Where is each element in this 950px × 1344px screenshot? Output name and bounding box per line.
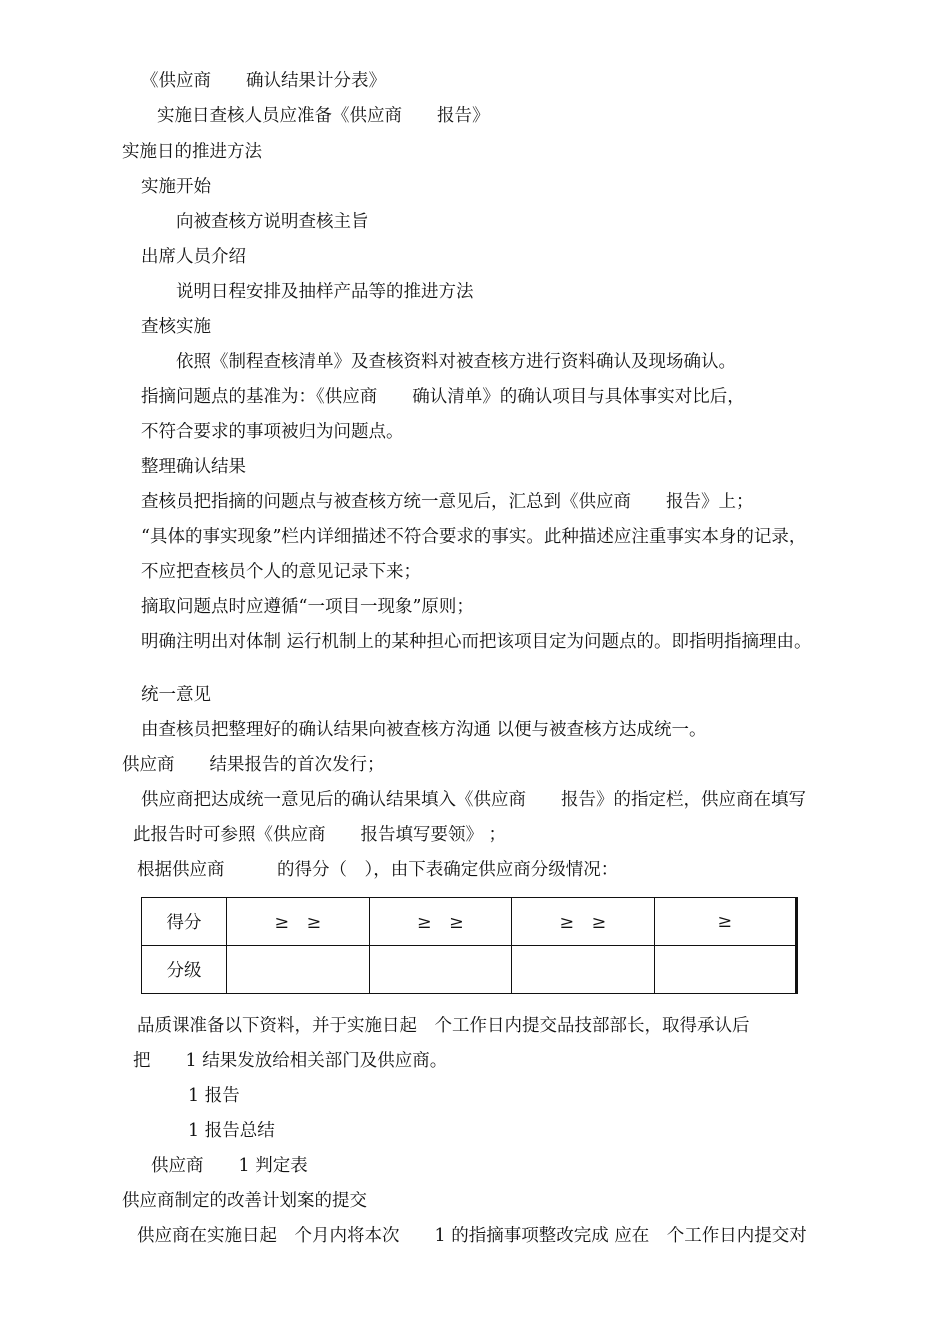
text-line: 向被查核方说明查核主旨 <box>176 212 369 232</box>
score-cell: ≥ ≥ <box>227 898 370 946</box>
text-line: 根据供应商 的得分（ ），由下表确定供应商分级情况： <box>137 860 619 880</box>
text-line: 《供应商 确认结果计分表》 <box>141 71 386 91</box>
text-line: 不符合要求的事项被归为问题点。 <box>141 422 404 442</box>
text-line: 指摘问题点的基准为：《供应商 确认清单》的确认项目与具体事实对比后， <box>141 387 745 407</box>
list-item: 1 报告总结 <box>188 1121 275 1141</box>
subsection-heading: 查核实施 <box>141 317 211 337</box>
subsection-heading: 实施开始 <box>141 177 211 197</box>
section-heading: 供应商制定的改善计划案的提交 <box>122 1191 367 1211</box>
text-line: 说明日程安排及抽样产品等的推进方法 <box>176 282 474 302</box>
text-line: 查核员把指摘的问题点与被查核方统一意见后，汇总到《供应商 报告》上； <box>141 492 754 512</box>
text-line: “具体的事实现象”栏内详细描述不符合要求的事实。此种描述应注重事实本身的记录， <box>141 527 807 547</box>
section-heading: 供应商 结果报告的首次发行； <box>122 755 385 775</box>
text-line: 摘取问题点时应遵循“一项目一现象”原则； <box>141 597 474 617</box>
text-line: 实施日查核人员应准备《供应商 报告》 <box>157 106 490 126</box>
text-line: 供应商把达成统一意见后的确认结果填入《供应商 报告》的指定栏，供应商在填写 <box>141 790 806 810</box>
grade-cell <box>227 946 370 994</box>
text-line: 由查核员把整理好的确认结果向被查核方沟通 以便与被查核方达成统一。 <box>141 720 707 740</box>
score-cell: ≥ ≥ <box>369 898 512 946</box>
text-line: 此报告时可参照《供应商 报告填写要领》 ； <box>133 825 507 845</box>
text-line: 品质课准备以下资料，并于实施日起 个工作日内提交品技部部长，取得承认后 <box>137 1016 750 1036</box>
table-row <box>142 898 797 946</box>
table-row <box>142 946 797 994</box>
list-item: 1 报告 <box>188 1086 240 1106</box>
list-item: 供应商 1 判定表 <box>151 1156 308 1176</box>
score-cell: ≥ ≥ <box>512 898 655 946</box>
row-label-score: 得分 <box>142 898 227 946</box>
row-label-grade: 分级 <box>142 946 227 994</box>
text-line: 把 1 结果发放给相关部门及供应商。 <box>133 1051 448 1071</box>
grade-cell <box>512 946 655 994</box>
subsection-heading: 整理确认结果 <box>141 457 246 477</box>
score-cell: ≥ <box>654 898 797 946</box>
text-line: 明确注明出对体制 运行机制上的某种担心而把该项目定为问题点的。即指明指摘理由。 <box>141 632 812 652</box>
subsection-heading: 出席人员介绍 <box>141 247 246 267</box>
text-line: 不应把查核员个人的意见记录下来； <box>141 562 421 582</box>
section-heading: 实施日的推进方法 <box>122 142 262 162</box>
text-line: 依照《制程查核清单》及查核资料对被查核方进行资料确认及现场确认。 <box>176 352 736 372</box>
grade-table <box>141 897 798 994</box>
grade-cell <box>654 946 797 994</box>
text-line: 供应商在实施日起 个月内将本次 1 的指摘事项整改完成 应在 个工作日内提交对 <box>137 1226 807 1246</box>
subsection-heading: 统一意见 <box>141 685 211 705</box>
grade-cell <box>369 946 512 994</box>
